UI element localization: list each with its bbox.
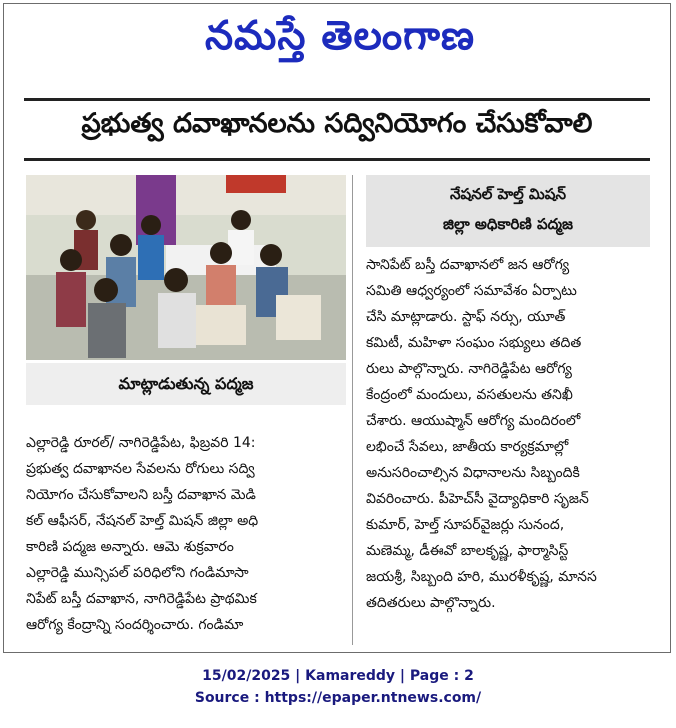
body-line: కమిటీ, మహిళా సంఘం సభ్యులు తదిత [366, 335, 582, 351]
body-line: కుమార్, హెల్త్ సూపర్‌వైజర్లు సునంద, [366, 517, 565, 533]
body-line: మణెమ్మ, డీఈవో బాలకృష్ణ, ఫార్మాసిస్ట్ [366, 543, 569, 559]
body-line: తదితరులు పాల్గొన్నారు. [366, 595, 496, 611]
body-line: ఎల్లారెడ్డి రూరల్/ నాగిరెడ్డిపేట, ఫిబ్రవరి 14: [26, 435, 256, 451]
body-line: కారిణి పద్మజ అన్నారు. ఆమె శుక్రవారం [26, 539, 234, 555]
highlight-line-1: నేషనల్ హెల్త్ మిషన్ [449, 185, 567, 203]
body-line: నిపేట్ బస్తీ దవాఖాన, నాగిరెడ్డిపేట ప్రాథమిక [26, 591, 257, 607]
highlight-line-2: జిల్లా అధికారిణి పద్మజ [442, 215, 573, 233]
body-line: అనుసరించాల్సిన విధానాలను సిబ్బందికి [366, 465, 580, 481]
headline-bottom-rule [24, 158, 650, 161]
body-line: జయశ్రీ, సిబ్బంది హరి, మురళీకృష్ణ, మానస [366, 569, 597, 585]
body-line: ఎల్లారెడ్డి మున్సిపల్ పరిధిలోని గండిమాసా [26, 565, 249, 581]
body-line: వివరించారు. పీహెచ్‌సీ వైద్యాధికారి సృజన్ [366, 491, 589, 507]
meeting-photo-illustration [26, 175, 346, 360]
body-line: సానిపేట్ బస్తీ దవాఖానలో జన ఆరోగ్య [366, 257, 570, 273]
footer-date-edition: 15/02/2025 | Kamareddy | Page : 2 [202, 668, 474, 684]
body-line: ప్రభుత్వ దవాఖానల సేవలను రోగులు సద్వి [26, 461, 255, 477]
headline-top-rule [24, 98, 650, 101]
body-line: నియోగం చేసుకోవాలని బస్తీ దవాఖాన మెడి [26, 487, 256, 503]
photo-caption: మాట్లాడుతున్న పద్మజ [26, 363, 346, 405]
body-line: కల్ ఆఫీసర్, నేషనల్ హెల్త్ మిషన్ జిల్లా అధి [26, 513, 259, 529]
body-line: సమితి ఆధ్వర్యంలో సమావేశం ఏర్పాటు [366, 283, 577, 299]
body-line: లభించే సేవలు, జాతీయ కార్యక్రమాల్లో [366, 439, 569, 455]
body-line: రులు పాల్గొన్నారు. నాగిరెడ్డిపేట ఆరోగ్య [366, 361, 572, 377]
right-column-text [366, 252, 650, 616]
body-line: కేంద్రంలో మందులు, వసతులను తనిఖీ [366, 387, 573, 403]
left-column-text [26, 430, 344, 638]
body-line: చేశారు. ఆయుష్మాన్ ఆరోగ్య మందిరంలో [366, 413, 581, 429]
body-line: ఆరోగ్య కేంద్రాన్ని సందర్శించారు. గండిమా [26, 617, 244, 633]
newspaper-masthead: నమస్తే తెలంగాణ [204, 13, 476, 59]
article-photo [26, 175, 346, 360]
body-line: చేసి మాట్లాడారు. స్టాఫ్ నర్సు, యూత్ [366, 309, 566, 325]
column-divider [352, 175, 353, 645]
highlight-box [366, 175, 650, 247]
article-headline: ప్రభుత్వ దవాఖానలను సద్వినియోగం చేసుకోవాలి [81, 108, 593, 139]
footer-source-link[interactable]: Source : https://epaper.ntnews.com/ [194, 690, 482, 706]
